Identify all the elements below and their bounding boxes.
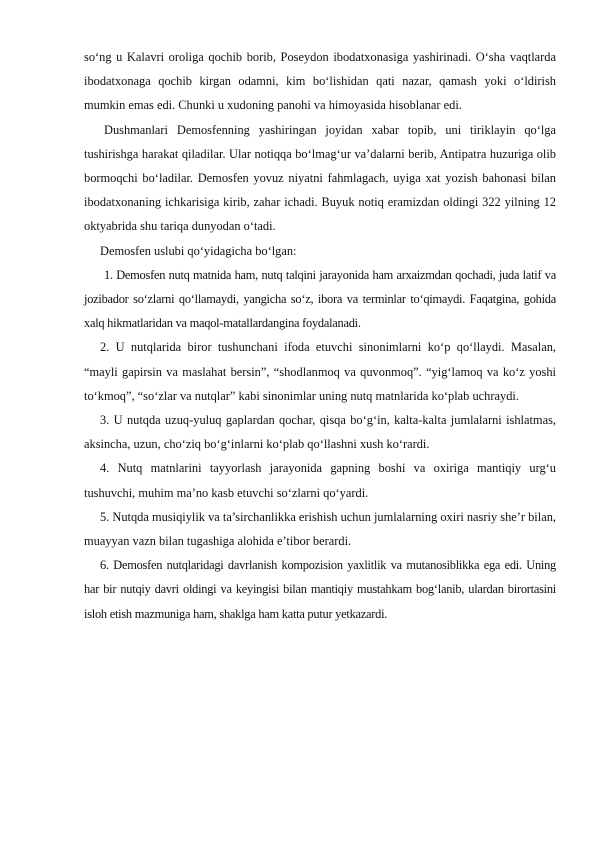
list-item-4: 4. Nutq matnlarini tayyorlash jarayonida gapning boshi va oxiriga mantiqiy urg‘u tushuvchi, muhim ma’no kasb etuvchi so‘zlarni qo‘yardi. — [84, 461, 556, 500]
list-item-5: 5. Nutqda musiqiylik va ta’sirchanlikka erishish uchun jumlalarning oxiri nasriy she’r bilan, muayyan vazn bilan tugashiga alohida e’tibor berardi. — [84, 509, 556, 549]
list-item-3: 3. U nutqda uzuq-yuluq gaplardan qochar, qisqa bo‘g‘in, kalta-kalta jumlalarni ishlatmas, aksincha, uzun, cho‘ziq bo‘g‘inlarni ko‘plab qo‘llashni xush ko‘rardi. — [84, 413, 556, 452]
document-page — [84, 45, 556, 626]
paragraph-style-intro: Demosfen uslubi qo‘yidagicha bo‘lgan: — [100, 243, 297, 258]
list-item-6: 6. Demosfen nutqlaridagi davrlanish kompozision yaxlitlik va mutanosiblikka ega edi. Uning har bir nutqiy davri oldingi va keyingisi bilan mantiqiy mustahkam bog‘lanib, ulardan birortasini isloh etish mazmuniga ham, shaklga ham katta putur yetkazardi. — [84, 558, 556, 621]
list-item-2: 2. U nutqlarida biror tushunchani ifoda etuvchi sinonimlarni ko‘p qo‘llaydi. Masalan, “mayli gapirsin va maslahat bersin”, “shodlanmoq va quvonmoq”. “yig‘lamoq va ko‘z yoshi to‘kmoq”, “so‘zlar va nutqlar” kabi sinonimlar uning nutq matnlarida ko‘plab uchraydi. — [84, 340, 556, 403]
paragraph-enemies: Dushmanlari Demosfenning yashiringan joyidan xabar topib, uni tiriklayin qo‘lga tushirishga harakat qiladilar. Ular notiqqa bo‘lmag‘ur va’dalarni berib, Antipatra huzuriga olib bormoqchi bo‘ladilar. Demosfen yovuz niyatni fahmlagach, uyiga xat yozish bahonasi bilan ibodatxonaning ichkarisiga kirib, zahar ichadi. Buyuk notiq eramizdan oldingi 322 yilning 12 oktyabrida shu tariqa dunyodan o‘tadi. — [84, 122, 556, 234]
list-item-1: 1. Demosfen nutq matnida ham, nutq talqini jarayonida ham arxaizmdan qochadi, juda latif va jozibador so‘zlarni qo‘llamaydi, yangicha so‘z, ibora va terminlar to‘qimaydi. Faqatgina, gohida xalq hikmatlaridan va maqol-matallardangina foydalanadi. — [84, 267, 556, 331]
paragraph-continuation: so‘ng u Kalavri oroliga qochib borib, Poseydon ibodatxonasiga yashirinadi. O‘sha vaqtlarda ibodatxonaga qochib kirgan odamni, kim bo‘lishidan qati nazar, qamash yoki o‘ldirish mumkin emas edi. Chunki u xudoning panohi va himoyasida hisoblanar edi. — [84, 50, 556, 113]
